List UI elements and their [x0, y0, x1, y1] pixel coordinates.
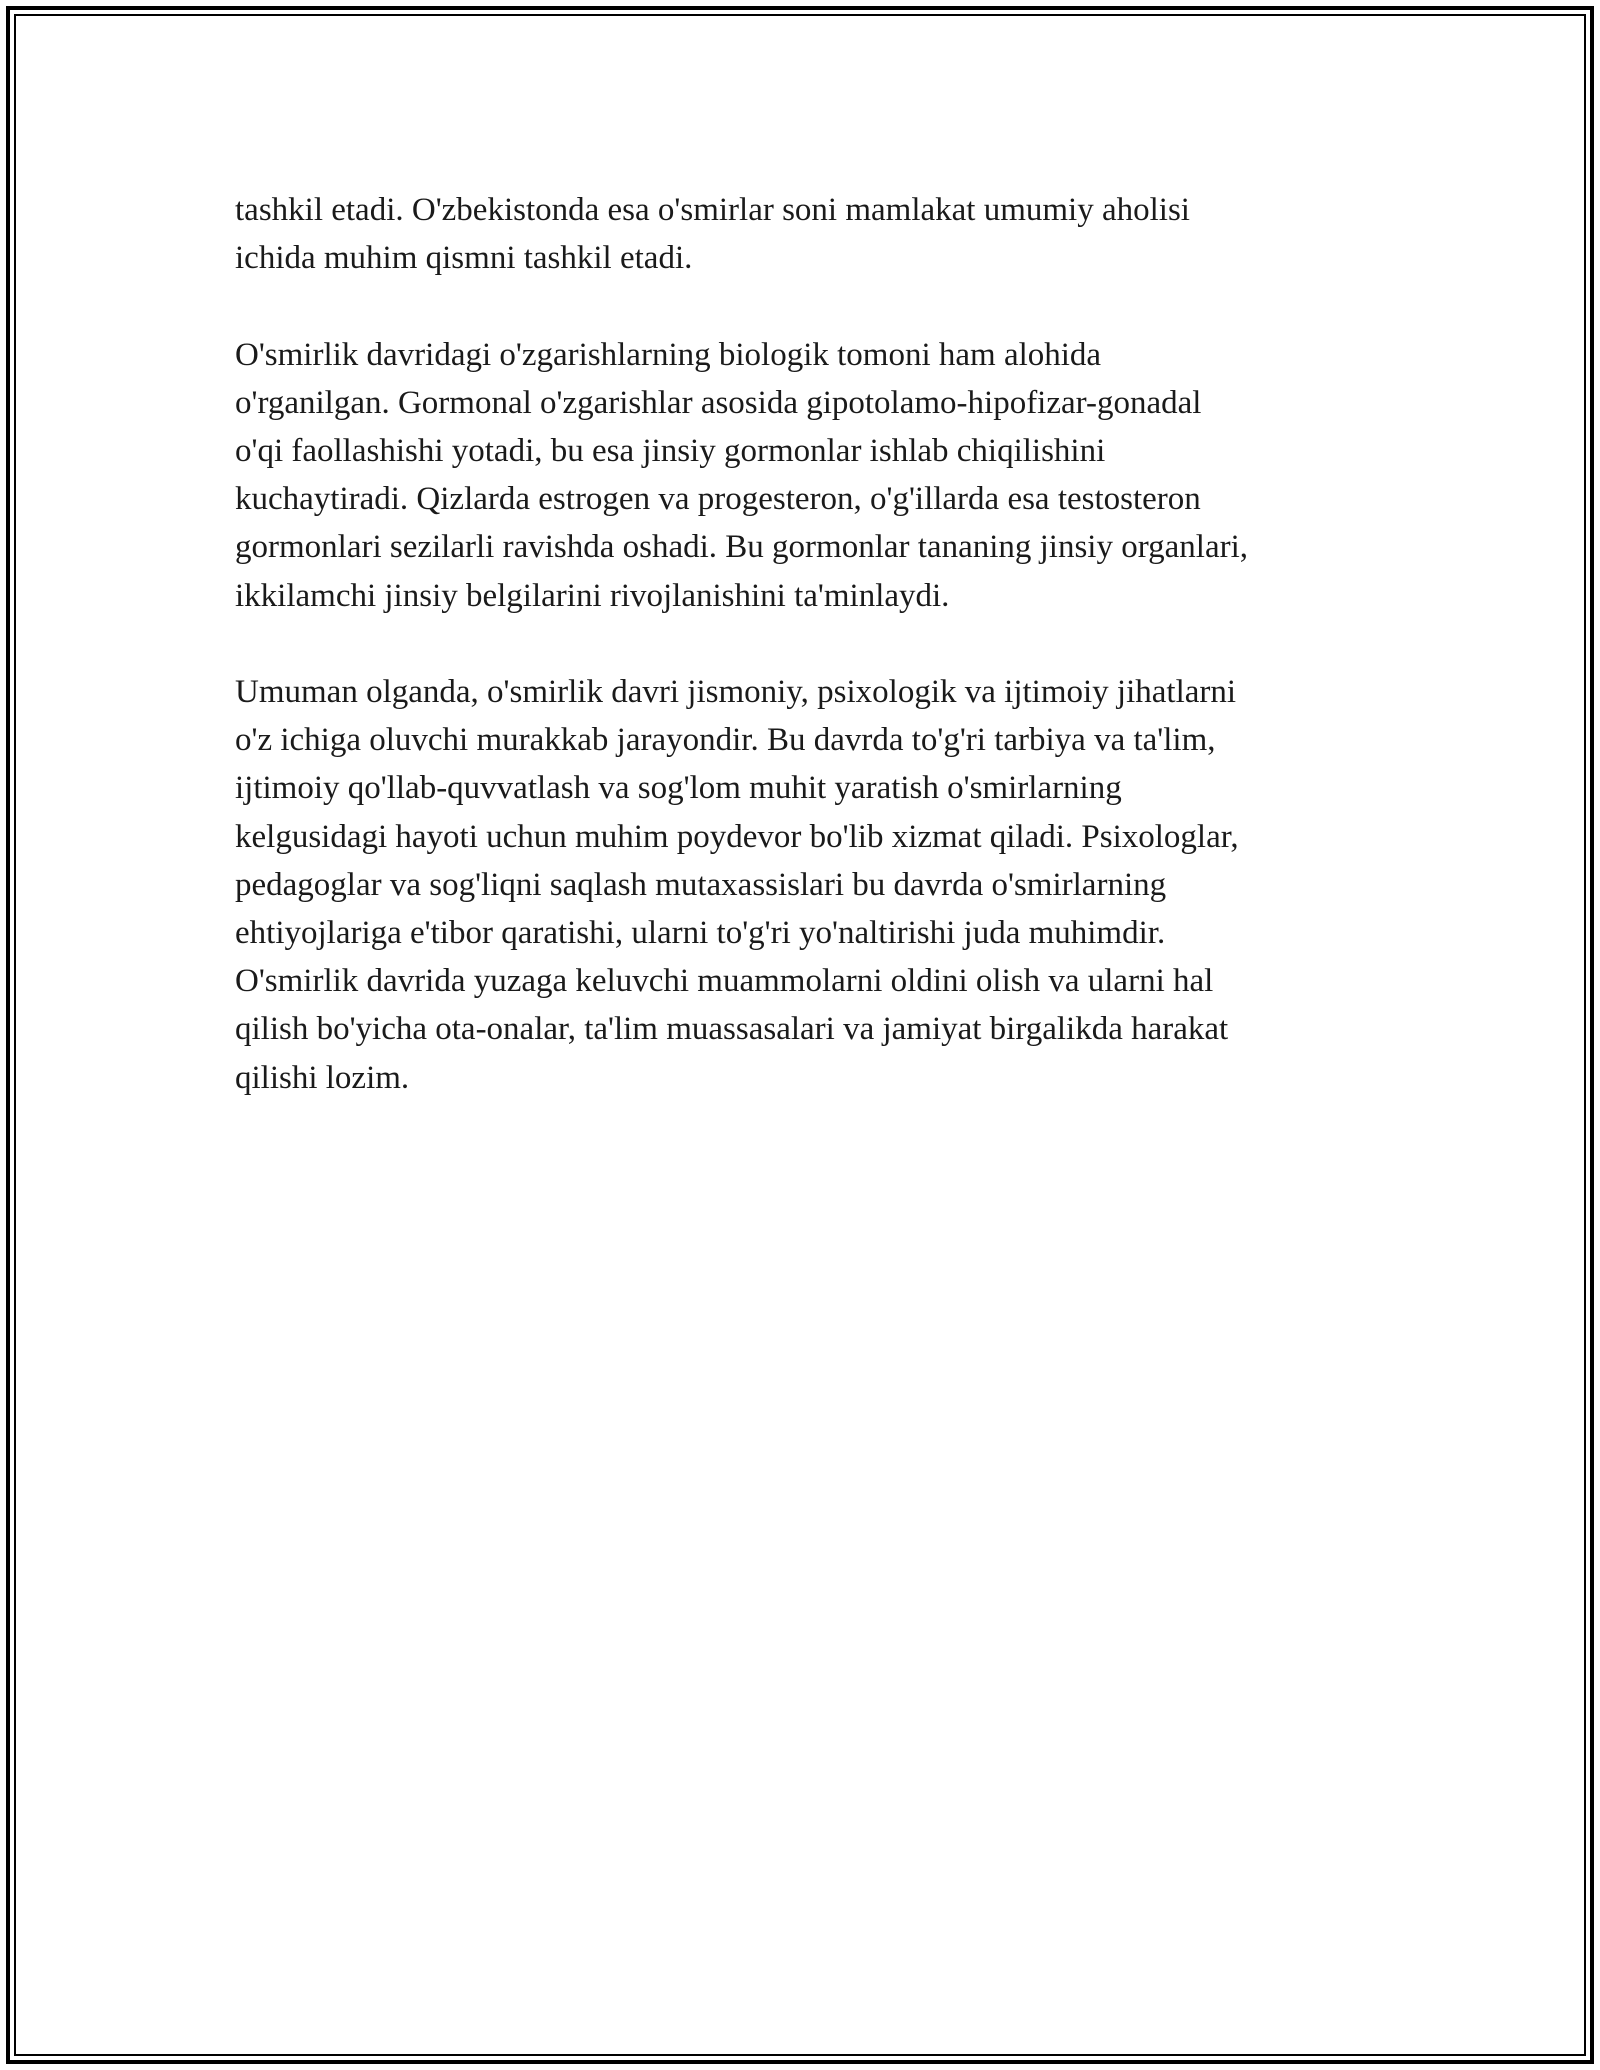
- paragraph-line: tashkil etadi. O'zbekistonda esa o'smirlar soni mamlakat umumiy aholisi: [235, 192, 1190, 228]
- paragraph-line: ijtimoiy qo'llab-quvvatlash va sog'lom muhit yaratish o'smirlarning: [235, 770, 1122, 807]
- paragraph-3: [235, 668, 1375, 1102]
- paragraph-line: pedagoglar va sog'liqni saqlash mutaxassislari bu davrda o'smirlarning: [235, 866, 1167, 903]
- paragraph-line: qilishi lozim.: [235, 1059, 410, 1096]
- paragraph-line: o'rganilgan. Gormonal o'zgarishlar asosida gipotolamo-hipofizar-gonadal: [235, 384, 1202, 421]
- paragraph-line: ikkilamchi jinsiy belgilarini rivojlanishini ta'minlaydi.: [235, 577, 950, 614]
- paragraph-line: kuchaytiradi. Qizlarda estrogen va progesteron, o'g'illarda esa testosteron: [235, 481, 1201, 518]
- paragraph-line: o'qi faollashishi yotadi, bu esa jinsiy gormonlar ishlab chiqilishini: [235, 433, 1106, 469]
- paragraph-line: ehtiyojlariga e'tibor qaratishi, ularni to'g'ri yo'naltirishi juda muhimdir.: [235, 915, 1166, 952]
- paragraph-line: O'smirlik davrida yuzaga keluvchi muammolarni oldini olish va ularni hal: [235, 963, 1214, 1000]
- paragraph-line: qilish bo'yicha ota-onalar, ta'lim muassasalari va jamiyat birgalikda harakat: [235, 1011, 1229, 1048]
- paragraph-line: kelgusidagi hayoti uchun muhim poydevor bo'lib xizmat qiladi. Psixologlar,: [235, 818, 1239, 855]
- paragraph-line: gormonlari sezilarli ravishda oshadi. Bu gormonlar tananing jinsiy organlari,: [235, 529, 1248, 566]
- document-body: [235, 186, 1375, 1150]
- paragraph-line: ichida muhim qismni tashkil etadi.: [235, 240, 693, 277]
- paragraph-2: [235, 331, 1375, 620]
- paragraph-line: o'z ichiga oluvchi murakkab jarayondir. Bu davrda to'g'ri tarbiya va ta'lim,: [235, 722, 1216, 759]
- paragraph-line: O'smirlik davridagi o'zgarishlarning biologik tomoni ham alohida: [235, 336, 1102, 373]
- paragraph-1: [235, 186, 1375, 282]
- paragraph-line: Umuman olganda, o'smirlik davri jismoniy, psixologik va ijtimoiy jihatlarni: [235, 674, 1237, 710]
